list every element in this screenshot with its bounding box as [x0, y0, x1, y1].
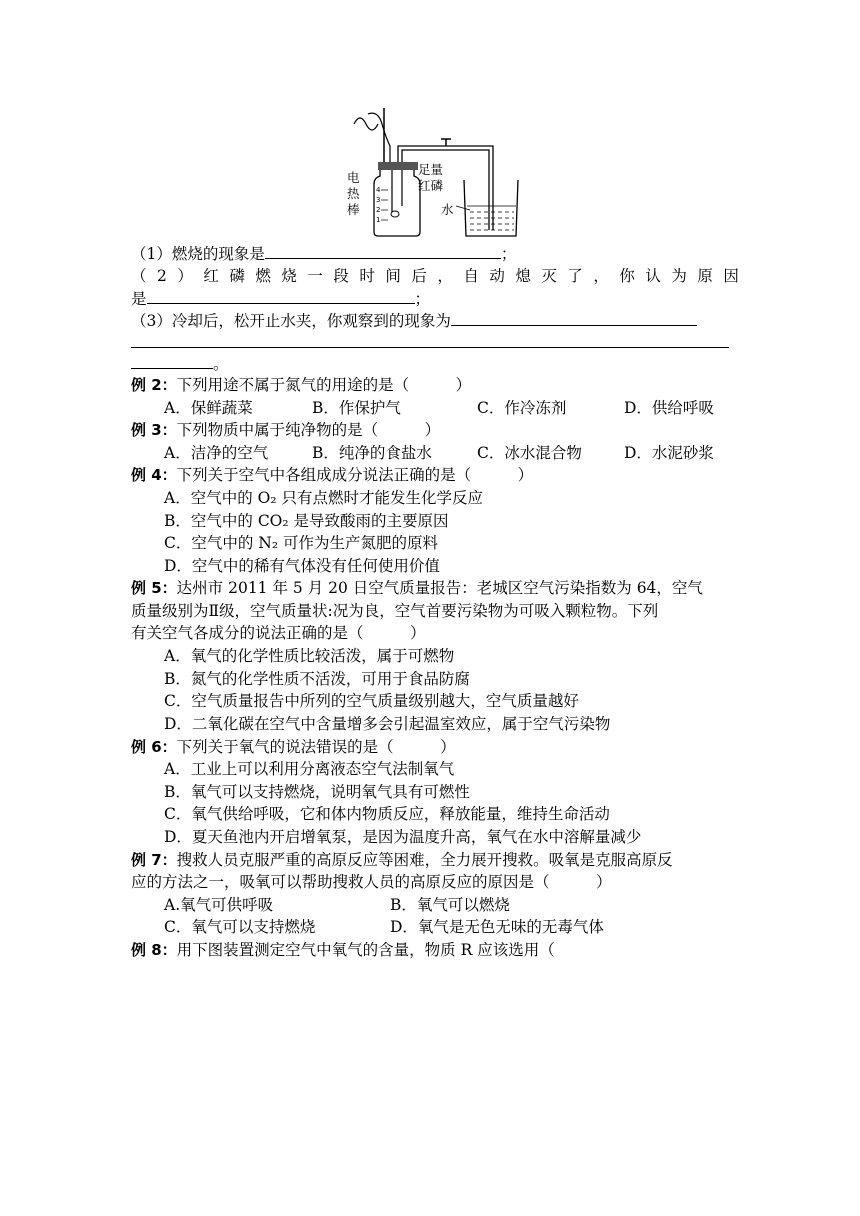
wire-coil: [354, 118, 378, 130]
svg-text:2: 2: [376, 206, 381, 214]
q4-option-b[interactable]: B．空气中的 CO₂ 是导致酸雨的主要原因: [164, 512, 449, 530]
q2-option-a[interactable]: A．保鲜蔬菜: [164, 399, 253, 417]
blank-line-2: （2）红磷燃烧一段时间后，自动熄灭了，你认为原因: [131, 267, 750, 285]
answer-blank-3[interactable]: [451, 309, 697, 326]
q7-option-d[interactable]: D．氧气是无色无味的无毒气体: [390, 918, 604, 936]
question-7: 例 7：搜救人员克服严重的高原反应等困难，全力展开搜救。吸氧是克服高原反: [131, 851, 673, 869]
q3-option-c[interactable]: C．冰水混合物: [477, 444, 582, 462]
q3-option-a[interactable]: A．洁净的空气: [164, 444, 269, 462]
beaker: [464, 180, 518, 236]
svg-text:3: 3: [376, 196, 381, 204]
water: [467, 206, 516, 230]
question-5: 例 5：达州市 2011 年 5 月 20 日空气质量报告：老城区空气污染指数为 64，空气: [131, 579, 703, 597]
answer-rule-full[interactable]: [131, 347, 729, 348]
question-5-line-3: 有关空气各成分的说法正确的是（ ）: [131, 624, 426, 642]
label-water: 水: [441, 202, 454, 217]
blank-line-4: （3）冷却后，松开止水夹，你观察到的现象为: [131, 309, 697, 332]
blank-line-1: （1）燃烧的现象是 ；: [131, 242, 516, 265]
q6-option-c[interactable]: C．氧气供给呼吸，它和体内物质反应，释放能量，维持生命活动: [164, 805, 610, 823]
question-4: 例 4：下列关于空气中各组成成分说法正确的是（ ）: [131, 466, 534, 484]
q7-option-a[interactable]: A.氧气可供呼吸: [164, 896, 274, 914]
q4-option-d[interactable]: D．空气中的稀有气体没有任何使用价值: [164, 557, 440, 575]
label-red-phosphorus: 足量 红磷: [418, 162, 444, 193]
question-2: 例 2：下列用途不属于氮气的用途的是（ ）: [131, 376, 472, 394]
blank-line-3: 是 ；: [131, 287, 430, 310]
q6-option-a[interactable]: A．工业上可以利用分离液态空气法制氧气: [164, 760, 455, 778]
question-7-line-2: 应的方法之一，吸氧可以帮助搜救人员的高原反应的原因是（ ）: [131, 873, 612, 891]
q3-option-b[interactable]: B．纯净的食盐水: [312, 444, 432, 462]
blank-line-5: 。: [131, 352, 229, 375]
q5-option-a[interactable]: A．氧气的化学性质比较活泼，属于可燃物: [164, 647, 455, 665]
q2-option-c[interactable]: C．作冷冻剂: [477, 399, 567, 417]
q6-option-b[interactable]: B．氧气可以支持燃烧，说明氧气具有可燃性: [164, 783, 470, 801]
q4-option-a[interactable]: A．空气中的 O₂ 只有点燃时才能发生化学反应: [164, 489, 483, 507]
q7-option-b[interactable]: B．氧气可以燃烧: [390, 896, 510, 914]
question-6: 例 6：下列关于氧气的说法错误的是（ ）: [131, 738, 456, 756]
q6-option-d[interactable]: D．夏天鱼池内开启增氧泵，是因为温度升高，氧气在水中溶解量减少: [164, 828, 642, 846]
scale-marks: [376, 186, 388, 224]
answer-blank-4[interactable]: [131, 352, 213, 369]
svg-text:4: 4: [376, 186, 381, 194]
q5-option-b[interactable]: B．氮气的化学性质不活泼，可用于食品防腐: [164, 670, 470, 688]
question-5-line-2: 质量级别为Ⅱ级，空气质量状:况为良，空气首要污染物为可吸入颗粒物。下列: [131, 602, 659, 620]
answer-blank-1[interactable]: [265, 242, 501, 259]
q5-option-c[interactable]: C．空气质量报告中所列的空气质量级别越大，空气质量越好: [164, 692, 579, 710]
question-8: 例 8：用下图装置测定空气中氧气的含量，物质 R 应该选用（: [131, 941, 555, 959]
question-3: 例 3：下列物质中属于纯净物的是（ ）: [131, 421, 441, 439]
flask: [374, 168, 420, 236]
svg-text:1: 1: [376, 216, 381, 224]
q2-option-d[interactable]: D．供给呼吸: [624, 399, 714, 417]
q3-option-d[interactable]: D．水泥砂浆: [624, 444, 714, 462]
q4-option-c[interactable]: C．空气中的 N₂ 可作为生产氮肥的原料: [164, 534, 438, 552]
q7-option-c[interactable]: C．氧气可以支持燃烧: [164, 918, 316, 936]
answer-blank-2[interactable]: [147, 287, 415, 304]
label-electric-rod: 电 热 棒: [347, 170, 360, 217]
q2-option-b[interactable]: B．作保护气: [312, 399, 401, 417]
q5-option-d[interactable]: D．二氧化碳在空气中含量增多会引起温室效应，属于空气污染物: [164, 715, 611, 733]
